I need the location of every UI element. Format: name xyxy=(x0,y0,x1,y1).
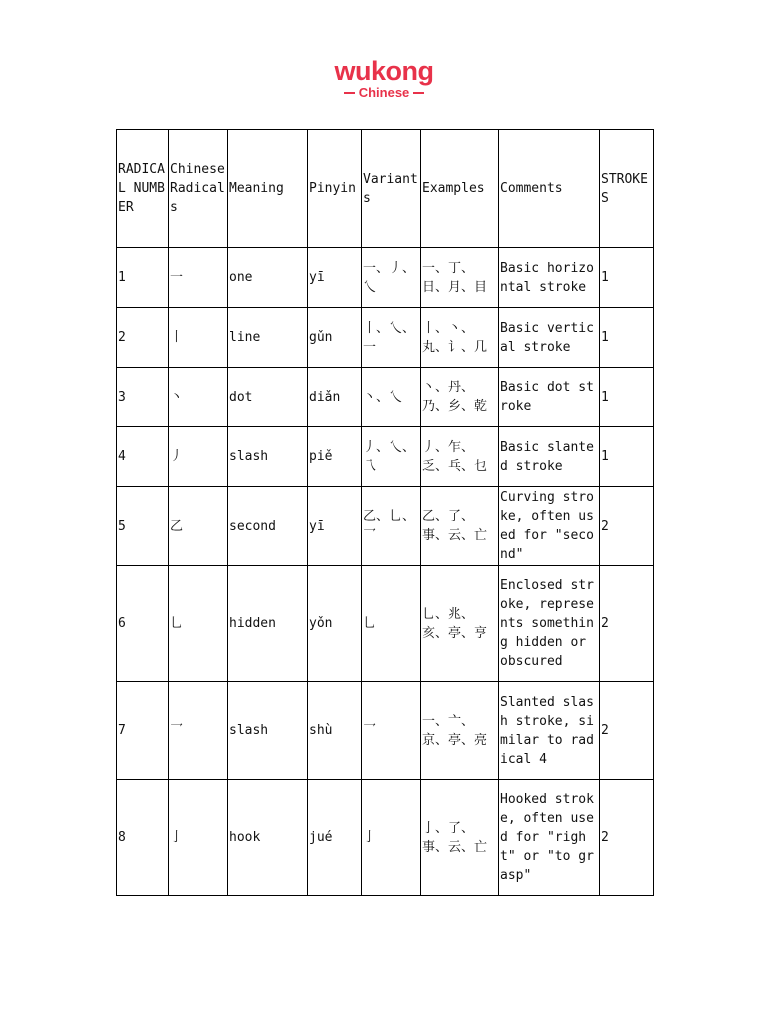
radical-number-cell: 6 xyxy=(117,566,169,682)
meaning-cell: line xyxy=(228,308,308,368)
logo-wordmark: wukong xyxy=(334,56,434,86)
radical-number-cell: 4 xyxy=(117,427,169,487)
variants-cell: 一、丿、乀 xyxy=(362,248,421,308)
logo-subtitle xyxy=(0,85,768,101)
table-row xyxy=(117,308,654,368)
logo-dash-right xyxy=(413,92,424,94)
examples-cell: 丿、乍、乏、乓、乜 xyxy=(421,427,499,487)
meaning-cell: second xyxy=(228,487,308,566)
meaning-cell: hook xyxy=(228,780,308,896)
examples-cell: 丶、丹、乃、乡、乾 xyxy=(421,368,499,427)
examples-cell: 亅、了、事、云、亡 xyxy=(421,780,499,896)
table-row xyxy=(117,780,654,896)
table-row xyxy=(117,248,654,308)
comments-cell: Hooked stroke, often used for "right" or "to grasp" xyxy=(499,780,600,896)
strokes-cell: 1 xyxy=(600,427,654,487)
comments-cell: Enclosed stroke, represents something hidden or obscured xyxy=(499,566,600,682)
variants-cell: 丿、乀、乁 xyxy=(362,427,421,487)
radical-number-cell: 8 xyxy=(117,780,169,896)
meaning-cell: slash xyxy=(228,682,308,780)
examples-cell: 一、亠、京、亭、亮 xyxy=(421,682,499,780)
header-examples: Examples xyxy=(421,130,499,248)
radical-cell: 亅 xyxy=(169,780,228,896)
radical-cell: 乛 xyxy=(169,682,228,780)
meaning-cell: hidden xyxy=(228,566,308,682)
pinyin-cell: gǔn xyxy=(308,308,362,368)
pinyin-cell: diǎn xyxy=(308,368,362,427)
examples-cell: 一、丁、日、月、目 xyxy=(421,248,499,308)
table-row xyxy=(117,566,654,682)
logo-subtitle-text: Chinese xyxy=(358,85,410,100)
strokes-cell: 1 xyxy=(600,308,654,368)
meaning-cell: slash xyxy=(228,427,308,487)
variants-cell: 乛 xyxy=(362,682,421,780)
strokes-cell: 1 xyxy=(600,248,654,308)
radical-number-cell: 3 xyxy=(117,368,169,427)
radical-number-cell: 5 xyxy=(117,487,169,566)
radical-number-cell: 1 xyxy=(117,248,169,308)
examples-cell: 乙、了、事、云、亡 xyxy=(421,487,499,566)
comments-cell: Basic vertical stroke xyxy=(499,308,600,368)
header-meaning: Meaning xyxy=(228,130,308,248)
pinyin-cell: yī xyxy=(308,487,362,566)
comments-cell: Basic slanted stroke xyxy=(499,427,600,487)
variants-cell: 乚 xyxy=(362,566,421,682)
examples-cell: 丨、丶、丸、讠、几 xyxy=(421,308,499,368)
table-row xyxy=(117,427,654,487)
radical-cell: 丨 xyxy=(169,308,228,368)
pinyin-cell: piě xyxy=(308,427,362,487)
radical-number-cell: 2 xyxy=(117,308,169,368)
radical-cell: 一 xyxy=(169,248,228,308)
radical-cell: 乚 xyxy=(169,566,228,682)
comments-cell: Basic dot stroke xyxy=(499,368,600,427)
header-chinese-radicals: Chinese Radicals xyxy=(169,130,228,248)
strokes-cell: 2 xyxy=(600,487,654,566)
variants-cell: 丨、乀、一 xyxy=(362,308,421,368)
pinyin-cell: jué xyxy=(308,780,362,896)
strokes-cell: 2 xyxy=(600,682,654,780)
logo-dash-left xyxy=(344,92,355,94)
header-pinyin: Pinyin xyxy=(308,130,362,248)
strokes-cell: 2 xyxy=(600,780,654,896)
strokes-cell: 1 xyxy=(600,368,654,427)
examples-cell: 乚、兆、亥、亭、亨 xyxy=(421,566,499,682)
table-row xyxy=(117,487,654,566)
strokes-cell: 2 xyxy=(600,566,654,682)
radicals-table xyxy=(116,129,654,896)
pinyin-cell: yī xyxy=(308,248,362,308)
meaning-cell: dot xyxy=(228,368,308,427)
table-row xyxy=(117,682,654,780)
comments-cell: Curving stroke, often used for "second" xyxy=(499,487,600,566)
meaning-cell: one xyxy=(228,248,308,308)
comments-cell: Basic horizontal stroke xyxy=(499,248,600,308)
table-header-row xyxy=(117,130,654,248)
radical-cell: 丿 xyxy=(169,427,228,487)
header-strokes: STROKES xyxy=(600,130,654,248)
radical-cell: 乙 xyxy=(169,487,228,566)
pinyin-cell: shù xyxy=(308,682,362,780)
variants-cell: 丶、乀 xyxy=(362,368,421,427)
header-comments: Comments xyxy=(499,130,600,248)
radical-number-cell: 7 xyxy=(117,682,169,780)
wukong-chinese-logo xyxy=(0,56,768,101)
variants-cell: 乙、乚、乛 xyxy=(362,487,421,566)
table-row xyxy=(117,368,654,427)
radical-cell: 丶 xyxy=(169,368,228,427)
pinyin-cell: yǒn xyxy=(308,566,362,682)
variants-cell: 亅 xyxy=(362,780,421,896)
header-variants: Variants xyxy=(362,130,421,248)
header-radical-number: RADICAL NUMBER xyxy=(117,130,169,248)
comments-cell: Slanted slash stroke, similar to radical 4 xyxy=(499,682,600,780)
